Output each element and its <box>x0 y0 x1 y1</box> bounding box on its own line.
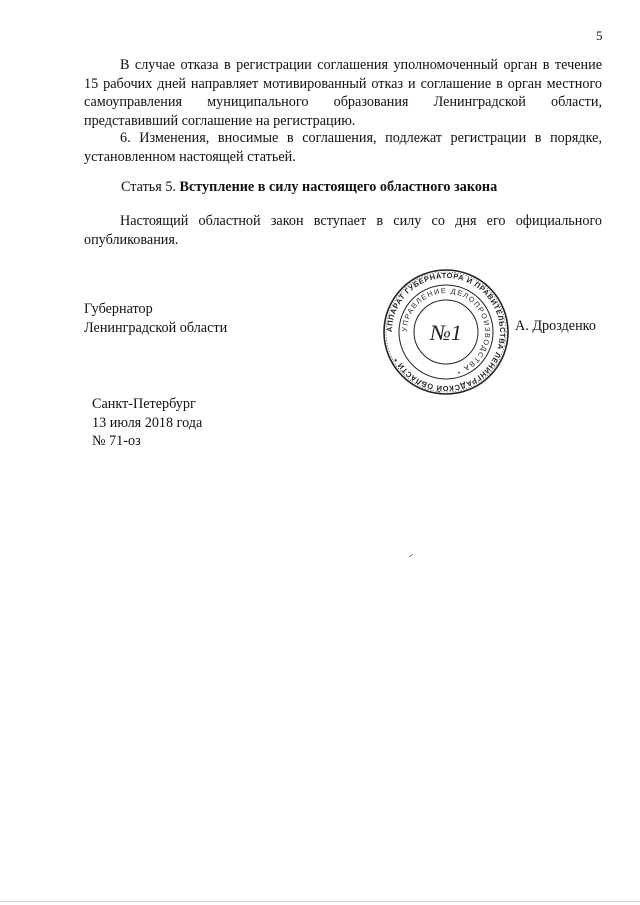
law-number: № 71-оз <box>92 433 141 449</box>
paragraph-changes-registration: 6. Изменения, вносимые в соглашения, подлежат регистрации в порядке, установленном настоящей статьей. <box>84 130 602 165</box>
paragraph-registration-refusal: В случае отказа в регистрации соглашения уполномоченный орган в течение 15 рабочих дней направляет мотивированный отказ и соглашение в орган местного самоуправления муниципального образования Ленинградской области, представивший соглашение на регистрацию. <box>84 57 602 129</box>
official-seal <box>382 268 510 396</box>
place-and-date <box>92 395 202 451</box>
seal-inner-text: УПРАВЛЕНИЕ ДЕЛОПРОИЗВОДСТВА * <box>399 285 493 377</box>
article-heading <box>121 179 497 196</box>
city: Санкт-Петербург <box>92 396 196 412</box>
law-date: 13 июля 2018 года <box>92 414 203 431</box>
seal-number: №1 <box>430 320 462 345</box>
scan-speck <box>409 554 413 557</box>
signatory-title-line1: Губернатор <box>84 301 153 317</box>
signatory-name: А. Дрозденко <box>515 318 596 334</box>
page-number: 5 <box>596 28 603 43</box>
article-number: Статья 5. <box>121 179 176 195</box>
signatory-title-line2: Ленинградской области <box>84 319 228 336</box>
signatory-title <box>84 300 227 337</box>
article-text: Настоящий областной закон вступает в силу со дня его официального опубликования. <box>84 213 602 248</box>
scan-bottom-edge <box>0 901 640 902</box>
seal-outer-text: АППАРАТ ГУБЕРНАТОРА И ПРАВИТЕЛЬСТВА ЛЕНИНГРАДСКОЙ ОБЛАСТИ * <box>384 270 508 394</box>
article-title: Вступление в силу настоящего областного закона <box>179 179 498 195</box>
